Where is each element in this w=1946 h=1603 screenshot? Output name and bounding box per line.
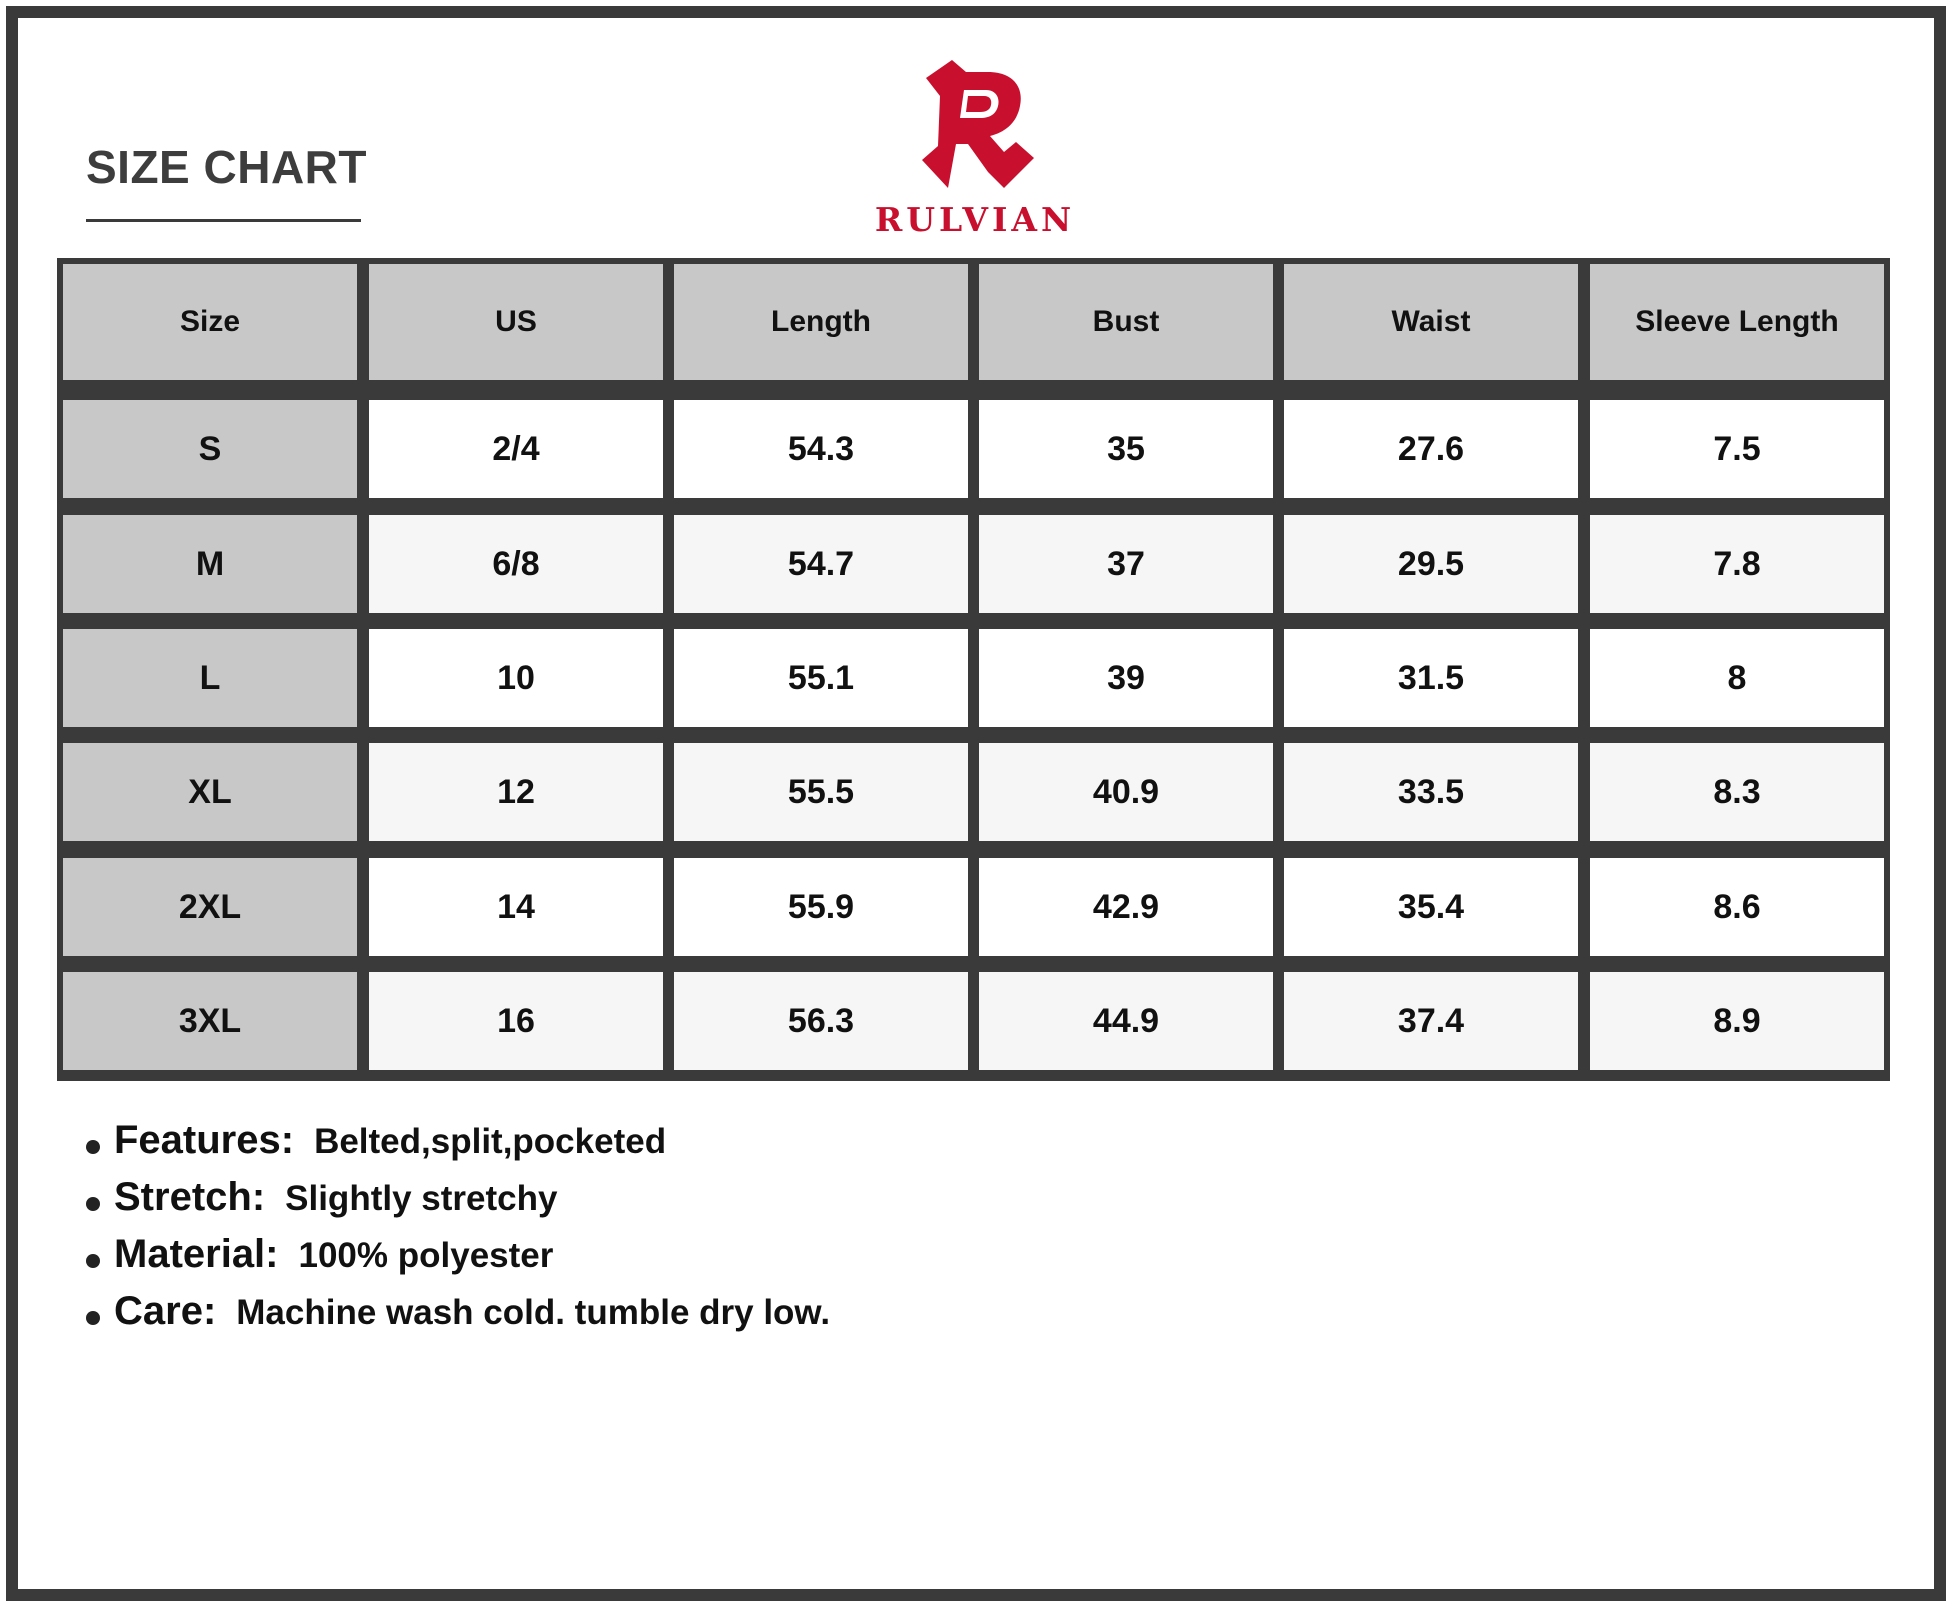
note-item — [86, 1175, 830, 1232]
table-cell: 37 — [979, 515, 1273, 613]
table-cell: 27.6 — [1284, 400, 1578, 498]
note-value: Slightly stretchy — [285, 1179, 558, 1218]
table-cell: 12 — [369, 743, 663, 841]
note-label: Stretch: — [114, 1175, 266, 1219]
table-cell: 7.8 — [1590, 515, 1884, 613]
table-cell: 2/4 — [369, 400, 663, 498]
header-cell: Waist — [1284, 264, 1578, 380]
table-cell: 6/8 — [369, 515, 663, 613]
table-cell: 8 — [1590, 629, 1884, 727]
table-cell: 56.3 — [674, 972, 968, 1070]
bullet-icon — [86, 1254, 100, 1268]
header-cell: Size — [63, 264, 357, 380]
table-cell: 35.4 — [1284, 858, 1578, 956]
header-cell: Sleeve Length — [1590, 264, 1884, 380]
size-label-cell: L — [63, 629, 357, 727]
note-item — [86, 1232, 830, 1289]
table-cell: 8.3 — [1590, 743, 1884, 841]
note-item — [86, 1289, 830, 1346]
note-label: Care: — [114, 1289, 217, 1333]
table-cell: 55.9 — [674, 858, 968, 956]
bullet-icon — [86, 1140, 100, 1154]
table-cell: 55.1 — [674, 629, 968, 727]
table-cell: 54.3 — [674, 400, 968, 498]
table-cell: 39 — [979, 629, 1273, 727]
title-underline — [86, 219, 361, 222]
size-label-cell: 3XL — [63, 972, 357, 1070]
table-cell: 40.9 — [979, 743, 1273, 841]
brand-wordmark: RULVIAN — [874, 200, 1076, 239]
brand-logo-icon — [908, 60, 1048, 195]
table-cell: 33.5 — [1284, 743, 1578, 841]
size-label-cell: XL — [63, 743, 357, 841]
table-cell: 7.5 — [1590, 400, 1884, 498]
note-value: Machine wash cold. tumble dry low. — [236, 1293, 831, 1332]
note-label: Features: — [114, 1118, 295, 1162]
page-title: SIZE CHART — [86, 141, 367, 193]
table-cell: 14 — [369, 858, 663, 956]
note-value: Belted,split,pocketed — [314, 1122, 667, 1161]
size-label-cell: 2XL — [63, 858, 357, 956]
size-label-cell: S — [63, 400, 357, 498]
product-notes — [86, 1118, 830, 1346]
table-cell: 29.5 — [1284, 515, 1578, 613]
bullet-icon — [86, 1197, 100, 1211]
size-label-cell: M — [63, 515, 357, 613]
header-cell: US — [369, 264, 663, 380]
header-cell: Length — [674, 264, 968, 380]
table-cell: 55.5 — [674, 743, 968, 841]
note-label: Material: — [114, 1232, 279, 1276]
table-cell: 37.4 — [1284, 972, 1578, 1070]
table-cell: 10 — [369, 629, 663, 727]
note-value: 100% polyester — [298, 1236, 554, 1275]
table-cell: 54.7 — [674, 515, 968, 613]
table-cell: 31.5 — [1284, 629, 1578, 727]
table-cell: 42.9 — [979, 858, 1273, 956]
table-cell: 35 — [979, 400, 1273, 498]
size-chart-table — [57, 258, 1890, 1081]
note-item — [86, 1118, 830, 1175]
table-cell: 8.9 — [1590, 972, 1884, 1070]
table-cell: 44.9 — [979, 972, 1273, 1070]
header-cell: Bust — [979, 264, 1273, 380]
table-cell: 8.6 — [1590, 858, 1884, 956]
table-cell: 16 — [369, 972, 663, 1070]
bullet-icon — [86, 1311, 100, 1325]
